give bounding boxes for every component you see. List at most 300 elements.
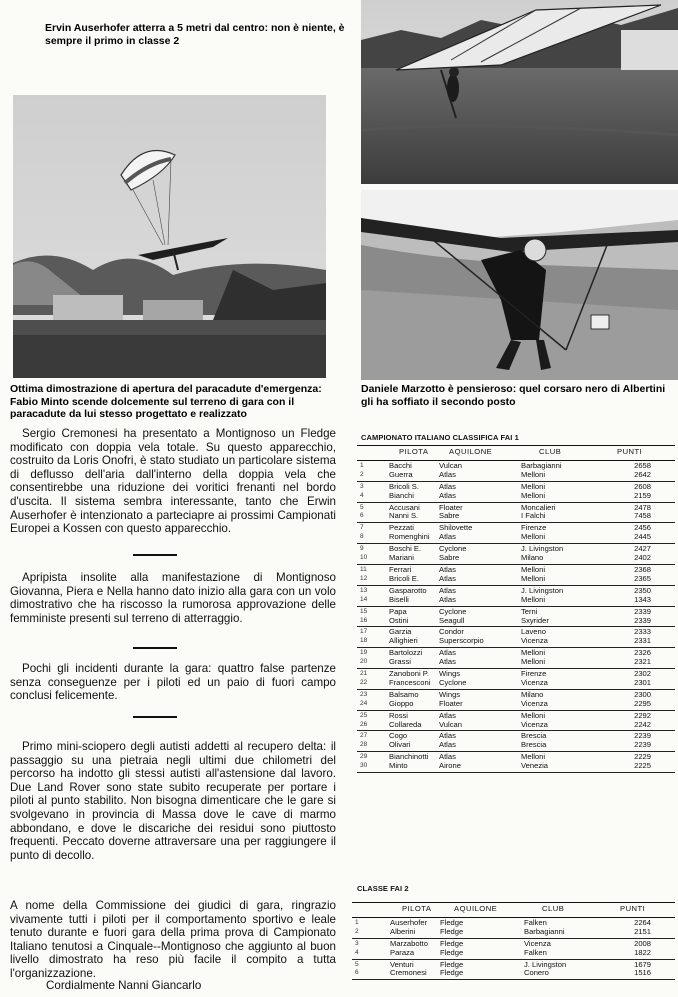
cell-line: 2402 [634, 553, 651, 563]
cell-line: 2365 [634, 573, 651, 583]
caption-right-photo: Daniele Marzotto è pensieroso: quel corsaro nero di Albertini gli ha soffiato il secondo posto [361, 383, 666, 408]
cell-glider [439, 710, 511, 731]
cell-points [591, 669, 675, 690]
cell-line: Cogo [389, 731, 408, 741]
cell-line: 2239 [634, 731, 651, 741]
cell-line: Cyclone [439, 677, 467, 687]
table-row [352, 917, 675, 938]
cell-line: Rossi [389, 710, 408, 720]
cell-club [511, 731, 591, 752]
cell-points [591, 606, 675, 627]
cell-line: 23 [360, 690, 368, 698]
cell-line: I Falchi [521, 511, 546, 521]
cell-line: Mariani [389, 553, 414, 563]
cell-line: Auserhofer [390, 917, 428, 927]
cell-line: 17 [360, 628, 368, 636]
cell-line: Balsamo [389, 689, 419, 699]
cell-rank [357, 627, 375, 648]
cell-glider [439, 481, 511, 502]
cell-points [591, 523, 675, 544]
cell-line: 2368 [634, 564, 651, 574]
article-paragraph-5: A nome della Commissione dei giudici di gara, ringrazio vivamente tutti i piloti per il comportamento sportivo e leale tenuto durante e fuori gara della prima prova di Campionato Italiano tenutosi a Cinquale--Montignoso che aggiunto al buon livello dimostrato ha reso più facile il compito a tutta l'organizzazione. [10, 899, 336, 980]
cell-pilot [375, 669, 439, 690]
cell-line: Vicenza [521, 719, 548, 729]
cell-line: Atlas [439, 573, 456, 583]
cell-line: Melloni [521, 481, 546, 491]
cell-line: Gioppo [389, 698, 414, 708]
cell-line: Brescia [521, 740, 547, 750]
cell-club [511, 460, 591, 481]
table-row [357, 564, 675, 585]
article-paragraph-2: Apripista insolite alla manifestazione di Montignoso Giovanna, Piera e Nella hanno dato inizio alla gara con un volo dimostrativo che ha riscosso la rumorosa approvazione delle femministe presenti sul terreno di atterraggio. [10, 571, 336, 625]
cell-points [592, 938, 675, 959]
cell-line: Laveno [521, 627, 546, 637]
cell-line: Melloni [521, 657, 546, 667]
col-header-pilota: PILOTA [370, 903, 440, 918]
cell-line: 3 [360, 482, 364, 490]
cell-line: Floater [439, 502, 463, 512]
cell-glider [439, 648, 511, 669]
cell-line: 2292 [634, 710, 651, 720]
signature: Cordialmente Nanni Giancarlo [46, 979, 202, 992]
table-row [352, 959, 675, 980]
cell-line: 2456 [634, 523, 651, 533]
cell-line: 7 [360, 524, 364, 532]
cell-line: 2478 [634, 502, 651, 512]
article-paragraph-3: Pochi gli incidenti durante la gara: quattro false partenze senza conseguenze per i piloti ed un paio di fuori campo conclusi felicemente. [10, 662, 336, 703]
cell-glider [439, 669, 511, 690]
cell-line: Falken [524, 917, 547, 927]
cell-line: 25 [360, 711, 368, 719]
cell-line: 29 [360, 753, 368, 761]
col-header-punti: PUNTI [592, 903, 675, 918]
cell-line: Pezzati [389, 523, 414, 533]
cell-line: 6 [355, 969, 359, 977]
cell-line: 2239 [634, 740, 651, 750]
cell-line: 28 [360, 741, 368, 749]
cell-glider [439, 460, 511, 481]
cell-line: J. Livingston [521, 544, 564, 554]
cell-points [591, 689, 675, 710]
cell-pilot [375, 460, 439, 481]
cell-club [511, 564, 591, 585]
cell-line: 27 [360, 732, 368, 740]
cell-line: Venezia [521, 761, 549, 771]
cell-line: Biselli [389, 594, 409, 604]
cell-line: Fledge [440, 968, 464, 978]
cell-club [511, 502, 591, 523]
cell-line: 22 [360, 678, 368, 686]
cell-line: Grassi [389, 657, 411, 667]
cell-line: Melloni [521, 648, 546, 658]
cell-line: 7458 [634, 511, 651, 521]
article-paragraph-1: Sergio Cremonesi ha presentato a Montignoso un Fledge modificato con doppia vela totale. Su questo apparecchio, costruito da Loris Onofri, è stato studiato un particolare sistema di deflusso dell'aria dall'interno della doppia vela che consentirebbe una riduzione dei voritici frenanti nel bordo d'uscita. Il sistema sembra interessante, tanto che Erwin Auserhofer è intenzionato a parteciapre ai prossimi Campionati Europei a Kossen con questo apparecchio. [10, 427, 336, 536]
cell-points [591, 585, 675, 606]
cell-line: Atlas [439, 594, 456, 604]
cell-rank [352, 959, 370, 980]
cell-line: Wings [439, 669, 461, 679]
cell-club [511, 523, 591, 544]
cell-line: 6 [360, 512, 364, 520]
cell-line: 26 [360, 720, 368, 728]
cell-line: 2300 [634, 689, 651, 699]
cell-line: Collareda [389, 719, 422, 729]
section-divider [133, 647, 177, 649]
cell-line: Airone [439, 761, 461, 771]
cell-glider [439, 544, 511, 565]
cell-line: Marzabotto [390, 938, 428, 948]
cell-line: Boschi E. [389, 544, 422, 554]
table-row [357, 544, 675, 565]
cell-line: Atlas [439, 481, 456, 491]
cell-line: Moncalieri [521, 502, 556, 512]
cell-glider [439, 606, 511, 627]
cell-line: Bacchi [389, 460, 412, 470]
cell-line: Vicenza [521, 636, 548, 646]
cell-line: 2427 [634, 544, 651, 554]
cell-line: Terni [521, 606, 538, 616]
cell-line: 1 [360, 461, 364, 469]
cell-pilot [375, 564, 439, 585]
cell-line: Fledge [440, 926, 464, 936]
cell-pilot [375, 731, 439, 752]
cell-line: 2658 [634, 460, 651, 470]
cell-line: 2333 [634, 627, 651, 637]
cell-pilot [375, 606, 439, 627]
cell-points [591, 731, 675, 752]
cell-line: Vicenza [521, 698, 548, 708]
cell-pilot [370, 917, 440, 938]
cell-rank [357, 648, 375, 669]
cell-points [591, 710, 675, 731]
table-row [357, 460, 675, 481]
cell-rank [357, 731, 375, 752]
cell-line: 1822 [634, 947, 651, 957]
cell-glider [439, 689, 511, 710]
cell-pilot [375, 585, 439, 606]
cell-line: Conero [524, 968, 549, 978]
cell-club [512, 959, 592, 980]
cell-line: 5 [355, 960, 359, 968]
cell-line: Falken [524, 947, 547, 957]
cell-line: 24 [360, 699, 368, 707]
cell-line: Atlas [439, 710, 456, 720]
table1-title: CAMPIONATO ITALIANO CLASSIFICA FAI 1 [361, 433, 519, 442]
table-row [357, 752, 675, 773]
cell-line: Alberini [390, 926, 416, 936]
cell-line: 4 [355, 948, 359, 956]
cell-pilot [370, 938, 440, 959]
cell-pilot [375, 627, 439, 648]
cell-line: Accusani [389, 502, 420, 512]
cell-line: 2302 [634, 669, 651, 679]
cell-line: Gasparotto [389, 585, 427, 595]
cell-line: Melloni [521, 469, 546, 479]
cell-club [512, 938, 592, 959]
cell-glider [439, 585, 511, 606]
cell-club [511, 669, 591, 690]
cell-line: Papa [389, 606, 407, 616]
cell-line: Fledge [440, 917, 464, 927]
cell-rank [352, 938, 370, 959]
cell-line: 2326 [634, 648, 651, 658]
cell-line: 1 [355, 918, 359, 926]
cell-points [591, 627, 675, 648]
cell-line: Fledge [440, 947, 464, 957]
cell-line: 4 [360, 491, 364, 499]
table-row [357, 481, 675, 502]
cell-line: Atlas [439, 752, 456, 762]
cell-line: 16 [360, 616, 368, 624]
cell-line: Bianchi [389, 490, 414, 500]
cell-line: Barbagianni [524, 926, 565, 936]
cell-line: Superscorpio [439, 636, 484, 646]
cell-rank [357, 523, 375, 544]
cell-line: Bricoli E. [389, 573, 419, 583]
cell-line: Bricoli S. [389, 481, 419, 491]
cell-line: Ostini [389, 615, 409, 625]
cell-line: Zanoboni P. [389, 669, 429, 679]
cell-line: Atlas [439, 648, 456, 658]
cell-line: J. Livingston [524, 959, 567, 969]
cell-club [511, 627, 591, 648]
cell-line: 2225 [634, 761, 651, 771]
cell-rank [357, 502, 375, 523]
cell-line: Olivari [389, 740, 411, 750]
cell-club [511, 710, 591, 731]
cell-line: Shilovette [439, 523, 473, 533]
cell-rank [357, 544, 375, 565]
cell-line: Atlas [439, 585, 456, 595]
cell-line: 14 [360, 595, 368, 603]
cell-line: Melloni [521, 594, 546, 604]
cell-line: J. Livingston [521, 585, 564, 595]
cell-line: Sabre [439, 511, 460, 521]
cell-line: Melloni [521, 532, 546, 542]
cell-line: Garzia [389, 627, 412, 637]
cell-line: 15 [360, 607, 368, 615]
cell-line: Melloni [521, 752, 546, 762]
cell-points [591, 481, 675, 502]
cell-points [591, 564, 675, 585]
cell-club [511, 752, 591, 773]
cell-line: Atlas [439, 657, 456, 667]
cell-points [591, 648, 675, 669]
cell-line: Milano [521, 689, 544, 699]
cell-rank [357, 460, 375, 481]
cell-line: 2445 [634, 532, 651, 542]
table-row [357, 710, 675, 731]
cell-line: Allighieri [389, 636, 418, 646]
cell-line: 2151 [634, 926, 651, 936]
cell-line: 30 [360, 762, 368, 770]
cell-line: 2642 [634, 469, 651, 479]
cell-line: 2339 [634, 615, 651, 625]
cell-line: Melloni [521, 564, 546, 574]
cell-line: Barbagianni [521, 460, 562, 470]
table-row [357, 585, 675, 606]
photo-parachute-demo [13, 95, 326, 378]
cell-line: Sabre [439, 553, 460, 563]
cell-pilot [375, 752, 439, 773]
cell-line: Vulcan [439, 460, 462, 470]
caption-left-photo: Ottima dimostrazione di apertura del paracadute d'emergenza: Fabio Minto scende dolcemente sul terreno di gara con il paracadute da lui stesso progettato e realizzato [10, 383, 322, 420]
table-row [357, 731, 675, 752]
section-divider [133, 716, 177, 718]
cell-line: Floater [439, 698, 463, 708]
cell-glider [439, 731, 511, 752]
cell-pilot [375, 648, 439, 669]
cell-pilot [375, 544, 439, 565]
cell-line: 3 [355, 939, 359, 947]
cell-glider [440, 959, 512, 980]
cell-line: Wings [439, 689, 461, 699]
cell-club [511, 585, 591, 606]
col-header-aquilone: AQUILONE [440, 903, 512, 918]
cell-line: Bianchinotti [389, 752, 429, 762]
cell-club [511, 606, 591, 627]
cell-line: 2339 [634, 606, 651, 616]
table-row [357, 689, 675, 710]
cell-line: Venturi [390, 959, 414, 969]
cell-line: 1343 [634, 594, 651, 604]
cell-line: Cyclone [439, 606, 467, 616]
col-header-club: CLUB [512, 903, 592, 918]
cell-line: 2295 [634, 698, 651, 708]
cell-line: Vicenza [524, 938, 551, 948]
cell-line: Francesconi [389, 677, 431, 687]
cell-pilot [375, 481, 439, 502]
cell-line: Paraza [390, 947, 415, 957]
cell-rank [357, 564, 375, 585]
cell-rank [357, 606, 375, 627]
cell-line: 10 [360, 554, 368, 562]
cell-line: 2229 [634, 752, 651, 762]
cell-line: Milano [521, 553, 544, 563]
cell-points [592, 959, 675, 980]
cell-line: 2350 [634, 585, 651, 595]
cell-line: 2331 [634, 636, 651, 646]
photo-hang-glider-landing [361, 0, 678, 184]
cell-line: Melloni [521, 573, 546, 583]
cell-line: Guerra [389, 469, 413, 479]
cell-line: 19 [360, 649, 368, 657]
cell-pilot [375, 502, 439, 523]
cell-glider [439, 627, 511, 648]
cell-rank [357, 710, 375, 731]
cell-glider [440, 917, 512, 938]
cell-rank [357, 689, 375, 710]
cell-glider [439, 523, 511, 544]
cell-points [592, 917, 675, 938]
cell-line: Sxyrider [521, 615, 549, 625]
cell-club [511, 544, 591, 565]
table-row [357, 502, 675, 523]
caption-top-left: Ervin Auserhofer atterra a 5 metri dal centro: non è niente, è sempre il primo in classe 2 [45, 22, 345, 47]
cell-line: 2 [355, 927, 359, 935]
cell-line: Atlas [439, 564, 456, 574]
cell-line: Firenze [521, 669, 547, 679]
classification-table-fai2 [352, 902, 675, 980]
cell-rank [352, 917, 370, 938]
cell-line: Minto [389, 761, 408, 771]
table2-title: CLASSE FAI 2 [357, 884, 409, 893]
col-header-aquilone: AQUILONE [439, 446, 511, 461]
cell-glider [439, 752, 511, 773]
cell-line: 2264 [634, 917, 651, 927]
table-row [357, 648, 675, 669]
cell-line: Melloni [521, 710, 546, 720]
cell-line: 2008 [634, 938, 651, 948]
table-row [352, 938, 675, 959]
cell-line: 9 [360, 545, 364, 553]
article-paragraph-4: Primo mini-sciopero degli autisti addetti al recupero delta: il passaggio su una pietraia negli ultimi due chilometri del percorso ha indotto gli stessi autisti all'astensione dal lavoro. Due Land Rover sono state subito recuperate per portare i piloti al punto stabilito. Non bisogna dimenticare che le gare si svolgevano in provincia di Massa dove le cave di marmo abbondano, e dove le discariche dei residui sono piuttosto frequenti. Peccato doverne attraversare una per raggiungere il punto di decollo. [10, 740, 336, 862]
cell-line: 11 [360, 565, 367, 573]
cell-pilot [370, 959, 440, 980]
cell-points [591, 460, 675, 481]
cell-line: Atlas [439, 469, 456, 479]
cell-line: Ferrari [389, 564, 412, 574]
cell-club [511, 689, 591, 710]
cell-line: Condor [439, 627, 464, 637]
cell-line: 12 [360, 574, 368, 582]
cell-line: Seagull [439, 615, 465, 625]
classification-table-fai1 [357, 445, 675, 773]
cell-rank [357, 585, 375, 606]
table-row [357, 669, 675, 690]
cell-line: 1516 [634, 968, 651, 978]
cell-club [511, 481, 591, 502]
cell-line: 18 [360, 637, 368, 645]
cell-line: Atlas [439, 532, 456, 542]
cell-line: Atlas [439, 731, 456, 741]
col-header-punti: PUNTI [591, 446, 675, 461]
cell-line: 2 [360, 470, 364, 478]
cell-pilot [375, 523, 439, 544]
cell-line: 2301 [634, 677, 651, 687]
cell-rank [357, 669, 375, 690]
photo-pilot-with-glider [361, 190, 678, 380]
table-row [357, 523, 675, 544]
col-header-club: CLUB [511, 446, 591, 461]
cell-line: Vulcan [439, 719, 462, 729]
table-row [357, 606, 675, 627]
cell-rank [357, 752, 375, 773]
cell-line: 20 [360, 658, 368, 666]
cell-points [591, 502, 675, 523]
cell-line: Atlas [439, 740, 456, 750]
cell-line: 13 [360, 586, 368, 594]
cell-line: Vicenza [521, 677, 548, 687]
cell-line: Nanni S. [389, 511, 419, 521]
cell-line: Atlas [439, 490, 456, 500]
cell-points [591, 752, 675, 773]
cell-line: 2242 [634, 719, 651, 729]
cell-line: 2159 [634, 490, 651, 500]
table-row [357, 627, 675, 648]
cell-line: 2608 [634, 481, 651, 491]
cell-line: 2321 [634, 657, 651, 667]
cell-line: 1679 [634, 959, 651, 969]
cell-points [591, 544, 675, 565]
cell-line: Cyclone [439, 544, 467, 554]
cell-line: 8 [360, 533, 364, 541]
cell-line: Fledge [440, 959, 464, 969]
cell-line: Fledge [440, 938, 464, 948]
cell-line: 5 [360, 503, 364, 511]
cell-glider [440, 938, 512, 959]
cell-rank [357, 481, 375, 502]
